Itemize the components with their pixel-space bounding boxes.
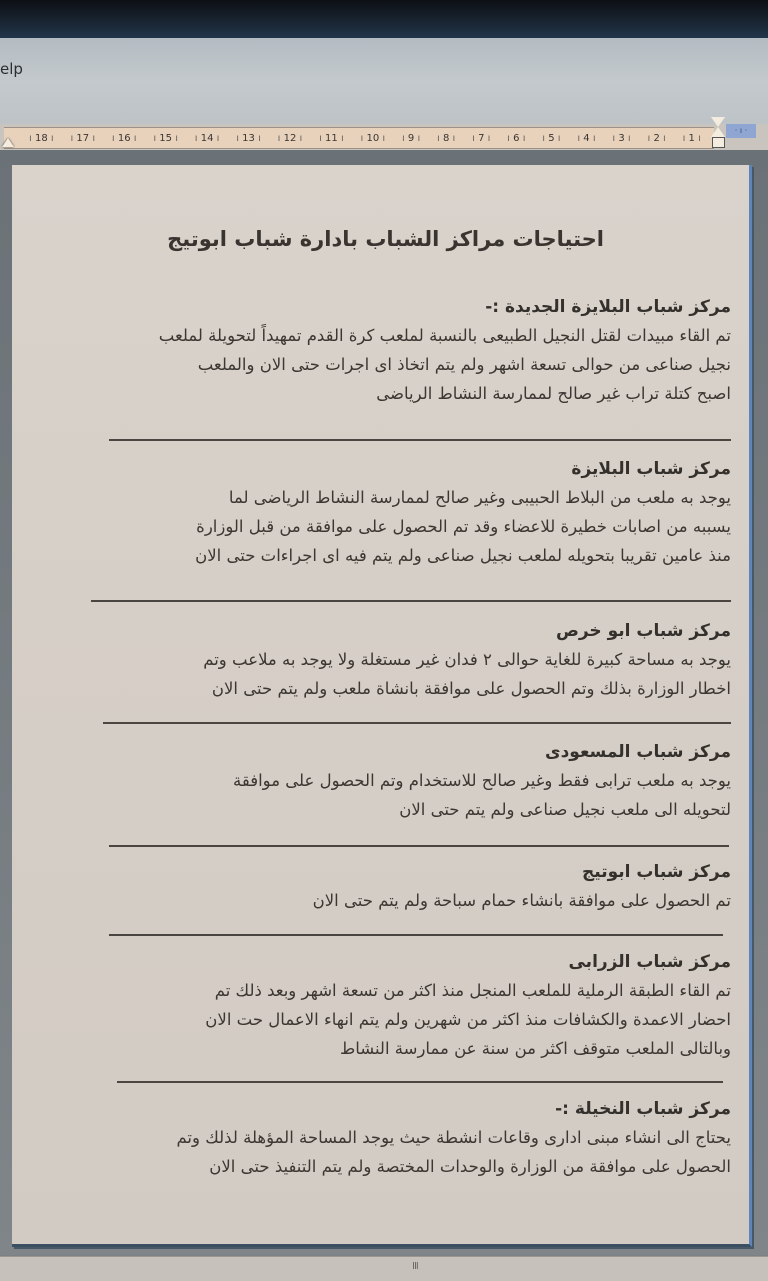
body-line: يوجد به ملعب ترابى فقط وغير صالح للاستخدام وتم الحصول على موافقة: [233, 771, 731, 790]
ruler-tick: ı 1 ı: [680, 133, 704, 144]
menu-help[interactable]: elp: [0, 60, 23, 78]
body-line: اصبح كتلة تراب غير صالح لممارسة النشاط الرياضى: [376, 384, 731, 403]
hanging-indent-icon[interactable]: [711, 127, 725, 137]
body-line: يسببه من اصابات خطيرة للاعضاء وقد تم الحصول على موافقة من قبل الوزارة: [196, 517, 731, 536]
horizontal-scrollbar[interactable]: [0, 1256, 768, 1281]
monitor-bezel: [0, 0, 768, 40]
body-line: منذ عامين تقريبا بتحويله لملعب نجيل صناعى ولم يتم فيه اى اجراءات حتى الان: [195, 546, 731, 565]
section-heading: مركز شباب الزرابى: [568, 952, 731, 972]
ruler-tick: ı 4 ı: [574, 133, 598, 144]
left-indent-marker-icon[interactable]: [2, 138, 14, 147]
ruler-right-margin: · ı ·: [726, 124, 756, 138]
section-heading: مركز شباب المسعودى: [545, 742, 731, 762]
ruler-tick: ı 3 ı: [609, 133, 633, 144]
section-divider: [109, 845, 729, 847]
ruler-tick: ı 14 ı: [192, 133, 223, 144]
section-balayza: [21, 455, 731, 570]
section-divider: [109, 934, 723, 936]
scrollbar-grip-icon[interactable]: III: [412, 1261, 418, 1272]
ruler-tick: ı 10 ı: [358, 133, 389, 144]
body-line: اخطار الوزارة بذلك وتم الحصول على موافقة بانشاة ملعب ولم يتم حتى الان: [211, 679, 731, 698]
body-line: الحصول على موافقة من الوزارة والوحدات المختصة ولم يتم التنفيذ حتى الان: [209, 1157, 731, 1176]
section-body: [21, 1123, 731, 1181]
body-line: يوجد به ملعب من البلاط الحبيبى وغير صالح لممارسة النشاط الرياضى لما: [228, 488, 731, 507]
document-page[interactable]: [12, 165, 752, 1247]
section-body: [21, 321, 731, 408]
section-heading: مركز شباب ابوتيج: [582, 862, 731, 882]
section-abutig: [21, 858, 731, 915]
body-line: يحتاج الى انشاء مبنى ادارى وقاعات انشطة حيث يوجد المساحة المؤهلة لذلك وتم: [176, 1128, 731, 1147]
section-body: [21, 766, 731, 824]
body-line: نجيل صناعى من حوالى تسعة اشهر ولم يتم اتخاذ اى اجرات حتى الان والملعب: [197, 355, 731, 374]
ribbon-bar: [0, 38, 768, 126]
section-heading: مركز شباب البلايزة: [571, 459, 731, 479]
section-divider: [103, 722, 731, 724]
body-line: تم القاء الطبقة الرملية للملعب المنجل منذ اكثر من تسعة اشهر وبعد ذلك تم: [214, 981, 731, 1000]
section-body: [21, 645, 731, 703]
right-indent-box-icon[interactable]: [712, 137, 725, 148]
ruler-tick: ı 11 ı: [316, 133, 347, 144]
ruler-tick: ı 6 ı: [504, 133, 528, 144]
section-balayza-new: [21, 293, 731, 408]
horizontal-ruler[interactable]: [4, 127, 714, 149]
section-body: [21, 976, 731, 1063]
section-body: [21, 483, 731, 570]
body-line: وبالتالى الملعب متوقف اكثر من سنة عن ممارسة النشاط: [339, 1039, 731, 1058]
section-heading: مركز شباب النخيلة :-: [555, 1099, 731, 1119]
ruler-tick: ı 15 ı: [150, 133, 181, 144]
section-abu-khers: [21, 617, 731, 703]
page-title: احتياجات مراكز الشباب بادارة شباب ابوتيج: [167, 227, 604, 251]
ruler-tick: ı 5 ı: [539, 133, 563, 144]
body-line: احضار الاعمدة والكشافات منذ اكثر من شهرين ولم يتم انهاء الاعمال حت الان: [205, 1010, 731, 1029]
first-line-indent-icon[interactable]: [711, 117, 725, 127]
section-heading: مركز شباب البلايزة الجديدة :-: [485, 297, 731, 317]
section-nakhila: [21, 1095, 731, 1181]
section-zarabi: [21, 948, 731, 1063]
body-line: تم القاء مبيدات لقتل النجيل الطبيعى بالنسبة لملعب كرة القدم تمهيداً لتحويلة لملعب: [158, 326, 731, 345]
body-line: يوجد به مساحة كبيرة للغاية حوالى ٢ فدان غير مستغلة ولا يوجد به ملاعب وتم: [203, 650, 731, 669]
section-body: [21, 886, 731, 915]
body-line: تم الحصول على موافقة بانشاء حمام سباحة ولم يتم حتى الان: [312, 891, 731, 910]
section-divider: [109, 439, 731, 441]
ruler-tick: ı 16 ı: [109, 133, 140, 144]
section-heading: مركز شباب ابو خرص: [555, 621, 731, 641]
section-masoudi: [21, 738, 731, 824]
ruler-tick: ı 13 ı: [233, 133, 264, 144]
section-divider: [91, 600, 731, 602]
ruler-tick: ı 17 ı: [67, 133, 98, 144]
ruler-tick: ı 7 ı: [469, 133, 493, 144]
section-divider: [117, 1081, 723, 1083]
right-indent-handle-icon[interactable]: [711, 117, 725, 147]
ruler-tick: ı 8 ı: [434, 133, 458, 144]
body-line: لتحويله الى ملعب نجيل صناعى ولم يتم حتى الان: [399, 800, 731, 819]
ruler-tick: ı 18 ı: [26, 133, 57, 144]
ruler-tick: ı 2 ı: [644, 133, 668, 144]
ruler-tick: ı 9 ı: [399, 133, 423, 144]
ruler-tick: ı 12 ı: [275, 133, 306, 144]
